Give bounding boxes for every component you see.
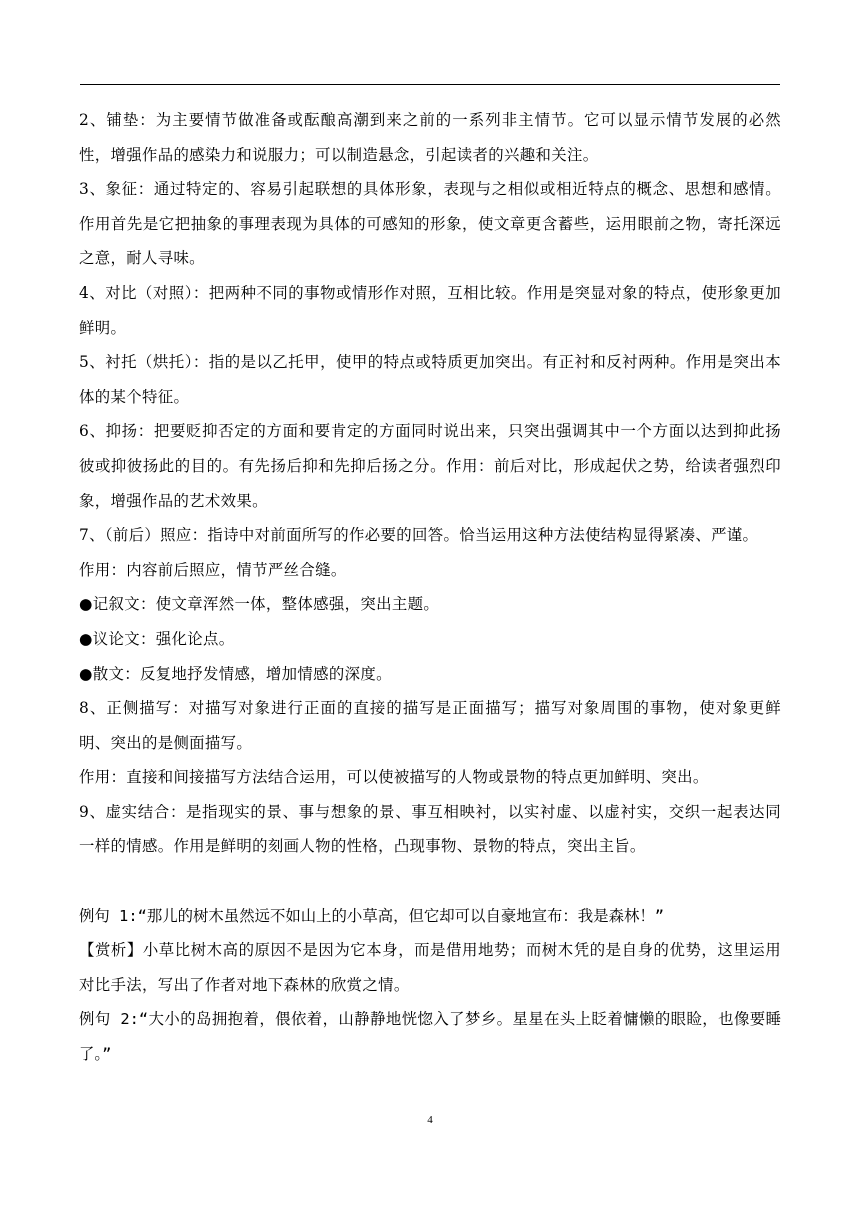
paragraph-echo-effect: 作用：内容前后照应，情节严丝合缝。 (79, 560, 347, 579)
paragraph-contrast: 4、对比（对照）：把两种不同的事物或情形作对照，互相比较。作用是突显对象的特点，使形象更加鲜明。 (79, 283, 781, 337)
paragraph-symbolism: 3、象征：通过特定的、容易引起联想的具体形象，表现与之相似或相近特点的概念、思想和感情。作用首先是它把抽象的事理表现为具体的可感知的形象，使文章更含蓄些，运用眼前之物，寄托深远之意，耐人寻味。 (79, 180, 781, 268)
paragraph-foreshadowing: 2、铺垫：为主要情节做准备或酝酿高潮到来之前的一系列非主情节。它可以显示情节发展的必然性，增强作品的感染力和说服力；可以制造悬念，引起读者的兴趣和关注。 (79, 111, 781, 164)
page-number: 4 (427, 1114, 433, 1126)
example-sentence-2: 例句 2:“大小的岛拥抱着，偎依着，山静静地恍惚入了梦乡。星星在头上眨着慵懒的眼睑，也像要睡了。” (79, 1010, 781, 1064)
bullet-narrative: ●记叙文：使文章浑然一体，整体感强，突出主题。 (79, 595, 440, 614)
paragraph-suppress-praise: 6、抑扬：把要贬抑否定的方面和要肯定的方面同时说出来，只突出强调其中一个方面以达到抑此扬彼或抑彼扬此的目的。有先扬后抑和先抑后扬之分。作用：前后对比，形成起伏之势，给读者强烈印象，增强作品的艺术效果。 (79, 422, 781, 510)
bullet-prose: ●散文：反复地抒发情感，增加情感的深度。 (79, 664, 392, 683)
paragraph-direct-indirect: 8、正侧描写：对描写对象进行正面的直接的描写是正面描写；描写对象周围的事物，使对象更鲜明、突出的是侧面描写。 (79, 699, 781, 752)
paragraph-set-off: 5、衬托（烘托）：指的是以乙托甲，使甲的特点或特质更加突出。有正衬和反衬两种。作用是突出本体的某个特征。 (79, 353, 781, 406)
paragraph-direct-indirect-effect: 作用：直接和间接描写方法结合运用，可以使被描写的人物或景物的特点更加鲜明、突出。 (79, 768, 709, 787)
paragraph-echo: 7、（前后）照应：指诗中对前面所写的作必要的回答。恰当运用这种方法使结构显得紧凑、严谨。 (79, 526, 759, 545)
example-sentence-1: 例句 1:“那儿的树木虽然远不如山上的小草高，但它却可以自豪地宣布：我是森林！” (79, 906, 665, 925)
analysis-1: 【赏析】小草比树木高的原因不是因为它本身，而是借用地势；而树木凭的是自身的优势，这里运用对比手法，写出了作者对地下森林的欣赏之情。 (79, 941, 781, 994)
bullet-argumentative: ●议论文：强化论点。 (79, 629, 235, 648)
header-rule (80, 84, 780, 85)
page-body (79, 103, 781, 1072)
paragraph-real-imaginary: 9、虚实结合：是指现实的景、事与想象的景、事互相映衬，以实衬虚、以虚衬实，交织一起表达同一样的情感。作用是鲜明的刻画人物的性格，凸现事物、景物的特点，突出主旨。 (79, 802, 781, 856)
